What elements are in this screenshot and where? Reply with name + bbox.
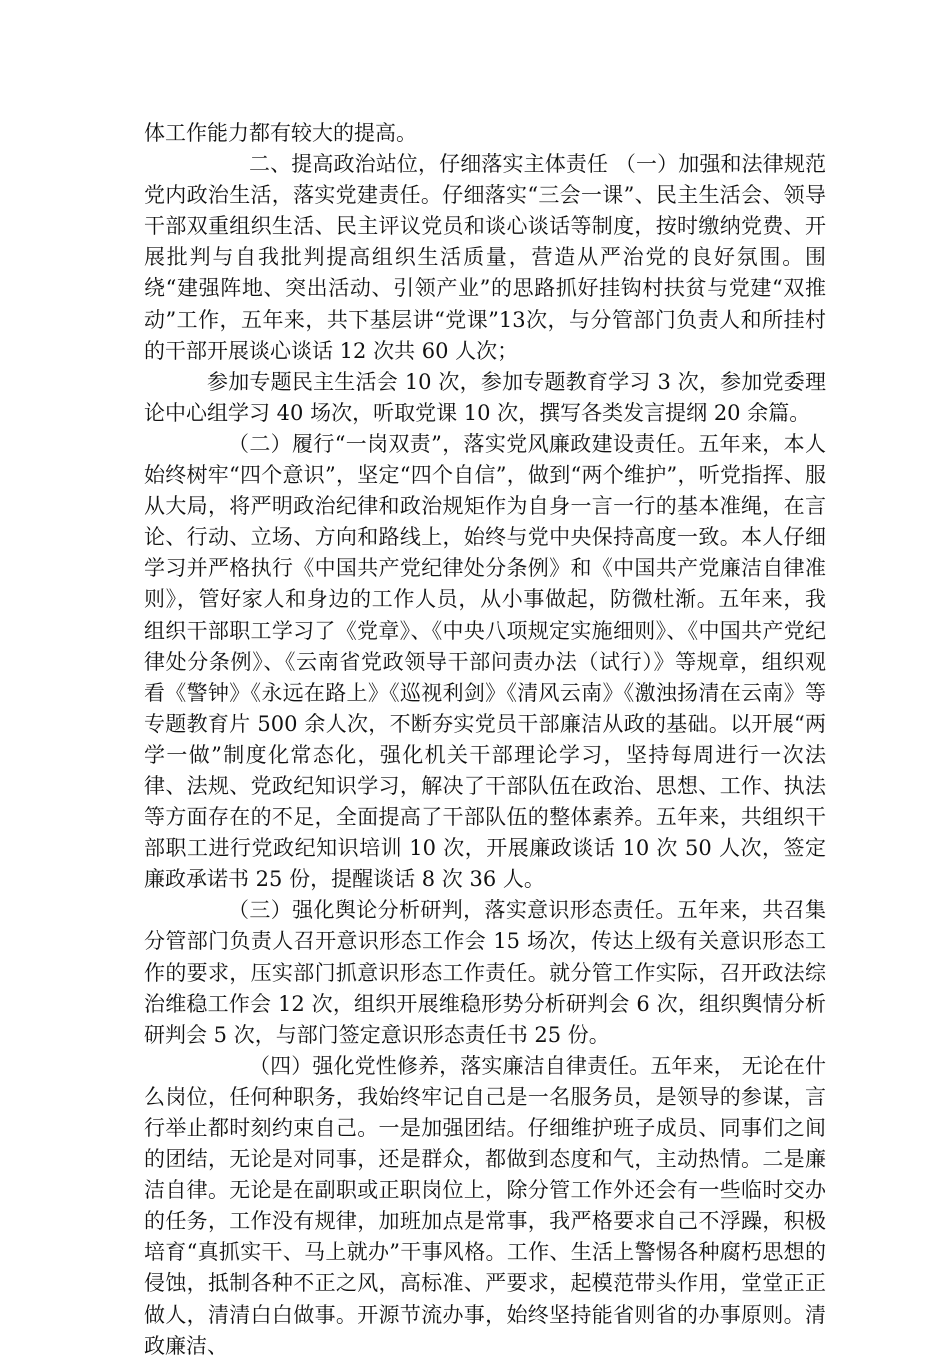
paragraph-continuation: 体工作能力都有较大的提高。 xyxy=(144,121,417,145)
paragraph-item-two: （二）履行“一岗双责”，落实党风廉政建设责任。五年来，本人始终树牢“四个意识”，坚定“四个自信”，做到“两个维护”，听党指挥、服从大局，将严明政治纪律和政治规矩作为自身一言一行的基本准绳，在言论、行动、立场、方向和路线上，始终与党中央保持高度一致。本人仔细学习并严格执行《中国共产党纪律处分条例》和《中国共产党廉洁自律准则》，管好家人和身边的工作人员，从小事做起，防微杜渐。五年来，我组织干部职工学习了《党章》、《中央八项规定实施细则》、《中国共产党纪律处分条例》、《云南省党政领导干部问责办法（试行）》等规章，组织观看《警钟》《永远在路上》《巡视利剑》《清风云南》《激浊扬清在云南》等专题教育片 500 余人次，不断夯实党员干部廉洁从政的基础。以开展“两学一做”制度化常态化，强化机关干部理论学习，坚持每周进行一次法律、法规、党政纪知识学习，解决了干部队伍在政治、思想、工作、执法等方面存在的不足，全面提高了干部队伍的整体素养。五年来，共组织干部职工进行党政纪知识培训 10 次，开展廉政谈话 10 次 50 人次，签定廉政承诺书 25 份，提醒谈话 8 次 36 人。 xyxy=(144,431,826,892)
document-page xyxy=(144,118,826,1362)
paragraph-item-four: （四）强化党性修养，落实廉洁自律责任。五年来， 无论在什么岗位，任何种职务，我始终牢记自己是一名服务员，是领导的参谋，言行举止都时刻约束自己。一是加强团结。仔细维护班子成员、同事们之间的团结，无论是对同事，还是群众，都做到态度和气，主动热情。二是廉洁自律。无论是在副职或正职岗位上，除分管工作外还会有一些临时交办的任务，工作没有规律，加班加点是常事，我严格要求自己不浮躁，积极培育“真抓实干、马上就办”干事风格。工作、生活上警惕各种腐朽思想的侵蚀，抵制各种不正之风，高标准、严要求，起模范带头作用，堂堂正正做人，清清白白做事。开源节流办事，始终坚持能省则省的办事原则。清政廉洁、 xyxy=(144,1053,826,1358)
paragraph-item-three: （三）强化舆论分析研判，落实意识形态责任。五年来，共召集分管部门负责人召开意识形态工作会 15 场次，传达上级有关意识形态工作的要求，压实部门抓意识形态工作责任。就分管工作实际，召开政法综治维稳工作会 12 次，组织开展维稳形势分析研判会 6 次，组织舆情分析研判会 5 次，与部门签定意识形态责任书 25 份。 xyxy=(144,898,826,1047)
paragraph-study-meetings: 参加专题民主生活会 10 次，参加专题教育学习 3 次，参加党委理论中心组学习 40 场次，听取党课 10 次，撰写各类发言提纲 20 余篇。 xyxy=(144,369,826,425)
paragraph-section-two: 二、提高政治站位，仔细落实主体责任 （一）加强和法律规范党内政治生活，落实党建责任。仔细落实“三会一课”、民主生活会、领导干部双重组织生活、民主评议党员和谈心谈话等制度，按时缴纳党费、开展批判与自我批判提高组织生活质量，营造从严治党的良好氛围。围绕“建强阵地、突出活动、引领产业”的思路抓好挂钩村扶贫与党建“双推动”工作，五年来，共下基层讲“党课”13次，与分管部门负责人和所挂村的干部开展谈心谈话 12 次共 60 人次； xyxy=(144,152,826,363)
